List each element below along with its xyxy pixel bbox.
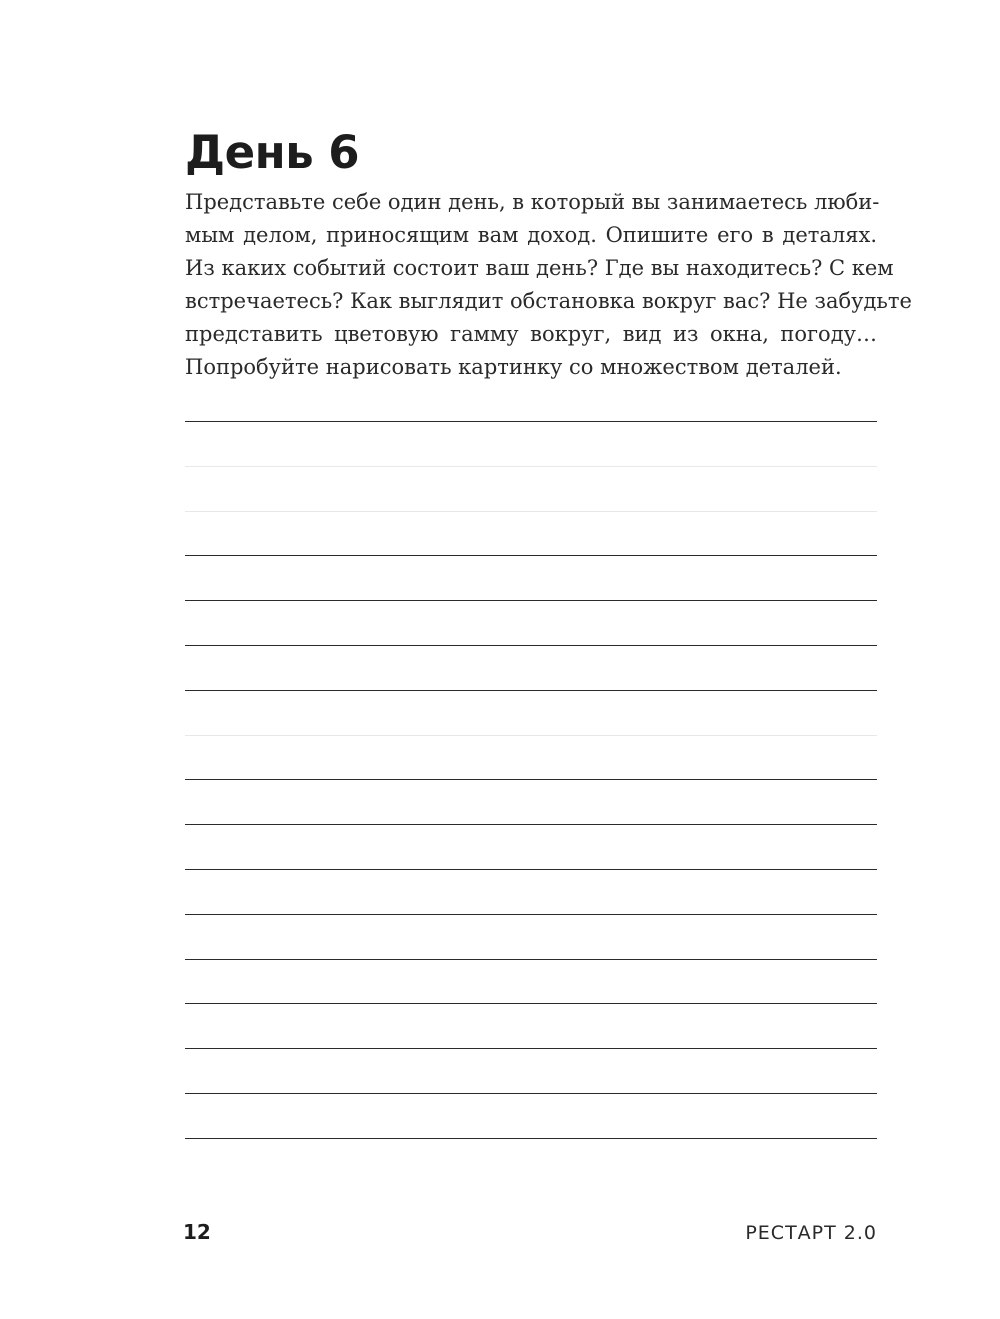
paragraph-line: Попробуйте нарисовать картинку со множеством деталей. — [185, 355, 842, 379]
writing-line — [185, 555, 877, 556]
writing-line — [185, 735, 877, 736]
writing-line — [185, 421, 877, 422]
writing-line — [185, 1093, 877, 1094]
paragraph-line: мым делом, приносящим вам доход. Опишите его в деталях. — [185, 223, 877, 247]
running-title: РЕСТАРТ 2.0 — [745, 1222, 877, 1244]
writing-line — [185, 959, 877, 960]
writing-line — [185, 914, 877, 915]
page-title: День 6 — [185, 126, 360, 179]
paragraph-line: встречаетесь? Как выглядит обстановка вокруг вас? Не забудьте — [185, 289, 912, 313]
page-number: 12 — [183, 1220, 211, 1244]
writing-line — [185, 1048, 877, 1049]
writing-line — [185, 1003, 877, 1004]
writing-line — [185, 779, 877, 780]
writing-line — [185, 645, 877, 646]
writing-line — [185, 824, 877, 825]
writing-line — [185, 690, 877, 691]
writing-line — [185, 511, 877, 512]
writing-area — [185, 0, 912, 1319]
writing-line — [185, 466, 877, 467]
paragraph-line: Из каких событий состоит ваш день? Где вы находитесь? С кем — [185, 256, 894, 280]
writing-line — [185, 1138, 877, 1139]
writing-line — [185, 869, 877, 870]
paragraph-line: представить цветовую гамму вокруг, вид из окна, погоду… — [185, 322, 877, 346]
paragraph-line: Представьте себе один день, в который вы занимаетесь люби- — [185, 190, 880, 214]
writing-line — [185, 600, 877, 601]
